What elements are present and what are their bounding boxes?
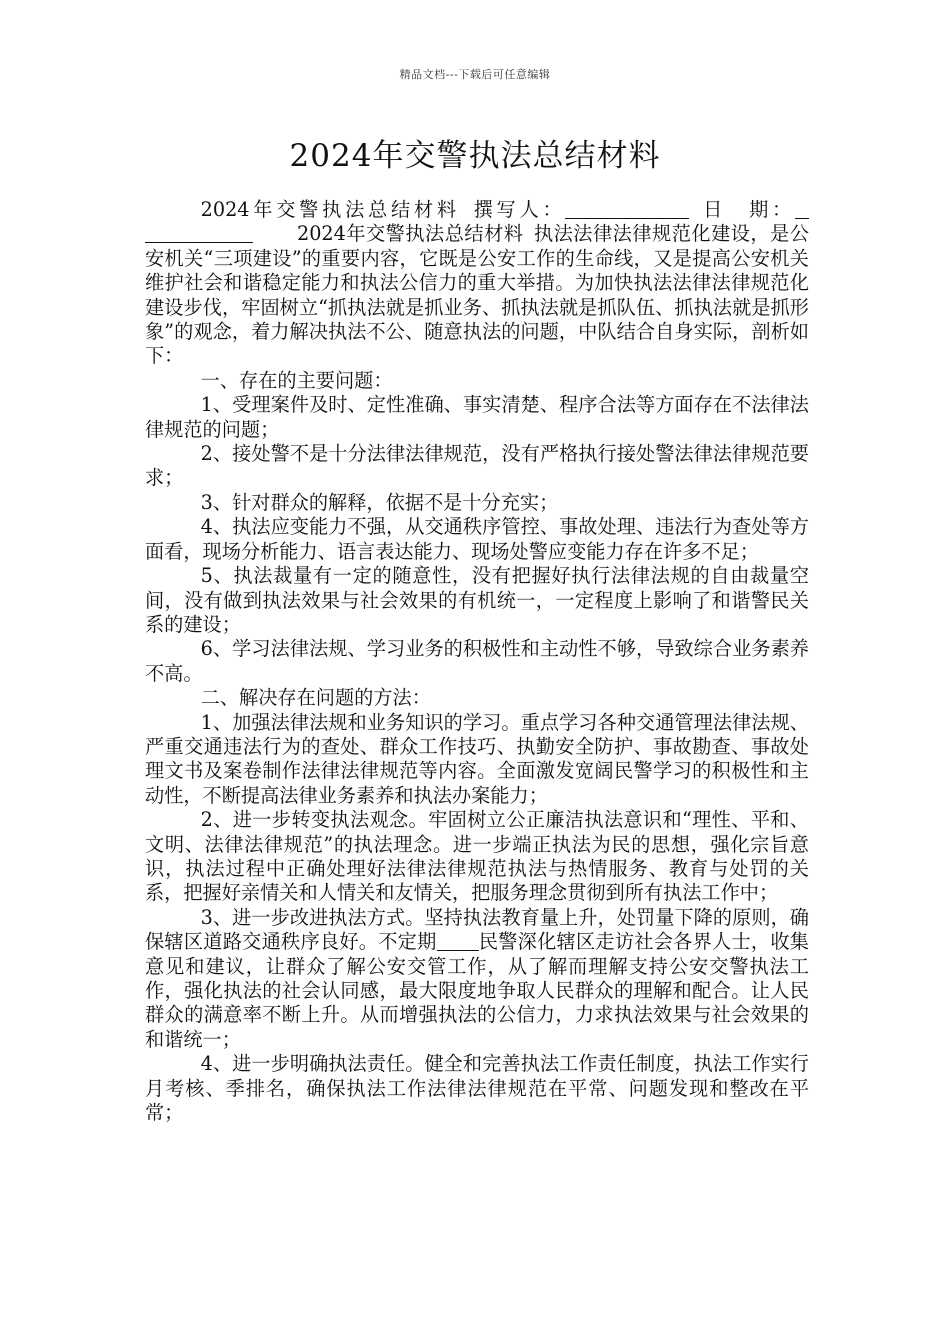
intro-text: 执法法律法律规范化建设，是公安机关“三项建设”的重要内容，它既是公安工作的生命线，又是提高公安机关维护社会和谐稳定能力和执法公信力的重大举措。为加快执法法律法律规范化建设步伐，牢固树立“抓执法就是抓业务、抓执法就是抓队伍、抓执法就是抓形象”的观念，着力解决执法不公、随意执法的问题，中队结合自身实际，剖析如下： <box>145 222 809 368</box>
section1-heading: 一、存在的主要问题： <box>200 368 393 392</box>
section2-item-2: 2、进一步转变执法观念。牢固树立公正廉洁执法意识和“理性、平和、文明、法律法律规范”的执法理念。进一步端正执法为民的思想，强化宗旨意识，执法过程中正确处理好法律法律规范执法与热情服务、教育与处罚的关系，把握好亲情关和人情关和友情关，把服务理念贯彻到所有执法工作中； <box>145 808 809 905</box>
fill-in-blank <box>437 932 479 951</box>
section1-item-1: 1、受理案件及时、定性准确、事实清楚、程序合法等方面存在不法律法律规范的问题； <box>145 393 809 441</box>
intro-repeat-title: 2024年交警执法总结材料 <box>297 222 524 246</box>
section2-item-1: 1、加强法律法规和业务知识的学习。重点学习各种交通管理法律法规、严重交通违法行为的查处、群众工作技巧、执勤安全防护、事故勘查、事故处理文书及案卷制作法律法律规范等内容。全面激发宽阔民警学习的积极性和主动性，不断提高法律业务素养和执法办案能力； <box>145 710 809 807</box>
date-label: 日 期： <box>699 198 795 221</box>
section1-item-2: 2、接处警不是十分法律法律规范，没有严格执行接处警法律法律规范要求； <box>145 442 809 490</box>
section2-heading: 二、解决存在问题的方法： <box>200 686 431 710</box>
section1-item-5: 5、执法裁量有一定的随意性，没有把握好执行法律法规的自由裁量空间，没有做到执法效果与社会效果的有机统一，一定程度上影响了和谐警民关系的建设； <box>145 564 809 636</box>
section2-item-3-before: 3、进一步改进执法方式。坚持执法教育量上升，处罚量下降的原则，确保辖区道路交通秩序良好。不定期 <box>145 905 809 954</box>
section2-item-3-after: 民警深化辖区走访社会各界人士，收集意见和建议，让群众了解公安交管工作，从了解而理解支持公安交警执法工作，强化执法的社会认同感，最大限度地争取人民群众的理解和配合。让人民群众的满意率不断上升。从而增强执法的公信力，力求执法效果与社会效果的和谐统一； <box>145 930 809 1051</box>
section2-item-4: 4、进一步明确执法责任。健全和完善执法工作责任制度，执法工作实行月考核、季排名，确保执法工作法律法律规范在平常、问题发现和整改在平常； <box>145 1052 809 1125</box>
author-label: 撰写人： <box>469 198 566 221</box>
section1-item-6: 6、学习法律法规、学习业务的积极性和主动性不够，导致综合业务素养不高。 <box>145 637 809 685</box>
section1-item-4: 4、执法应变能力不强，从交通秩序管控、事故处理、违法行为查处等方面看，现场分析能力、语言表达能力、现场处警应变能力存在许多不足； <box>145 515 809 563</box>
author-blank <box>565 200 689 219</box>
section1-item-3: 3、针对群众的解释，依据不是十分充实； <box>200 490 559 514</box>
document-title: 2024年交警执法总结材料 <box>289 138 661 174</box>
date-blank-continued <box>145 224 253 243</box>
intro-lead: 2024年交警执法总结材料 <box>200 198 460 221</box>
document-body <box>145 198 809 1125</box>
header-note: 精品文档---下载后可任意编辑 <box>399 68 551 81</box>
date-blank <box>795 200 809 219</box>
section2-item-3 <box>145 906 809 1052</box>
intro-paragraph <box>145 198 809 369</box>
